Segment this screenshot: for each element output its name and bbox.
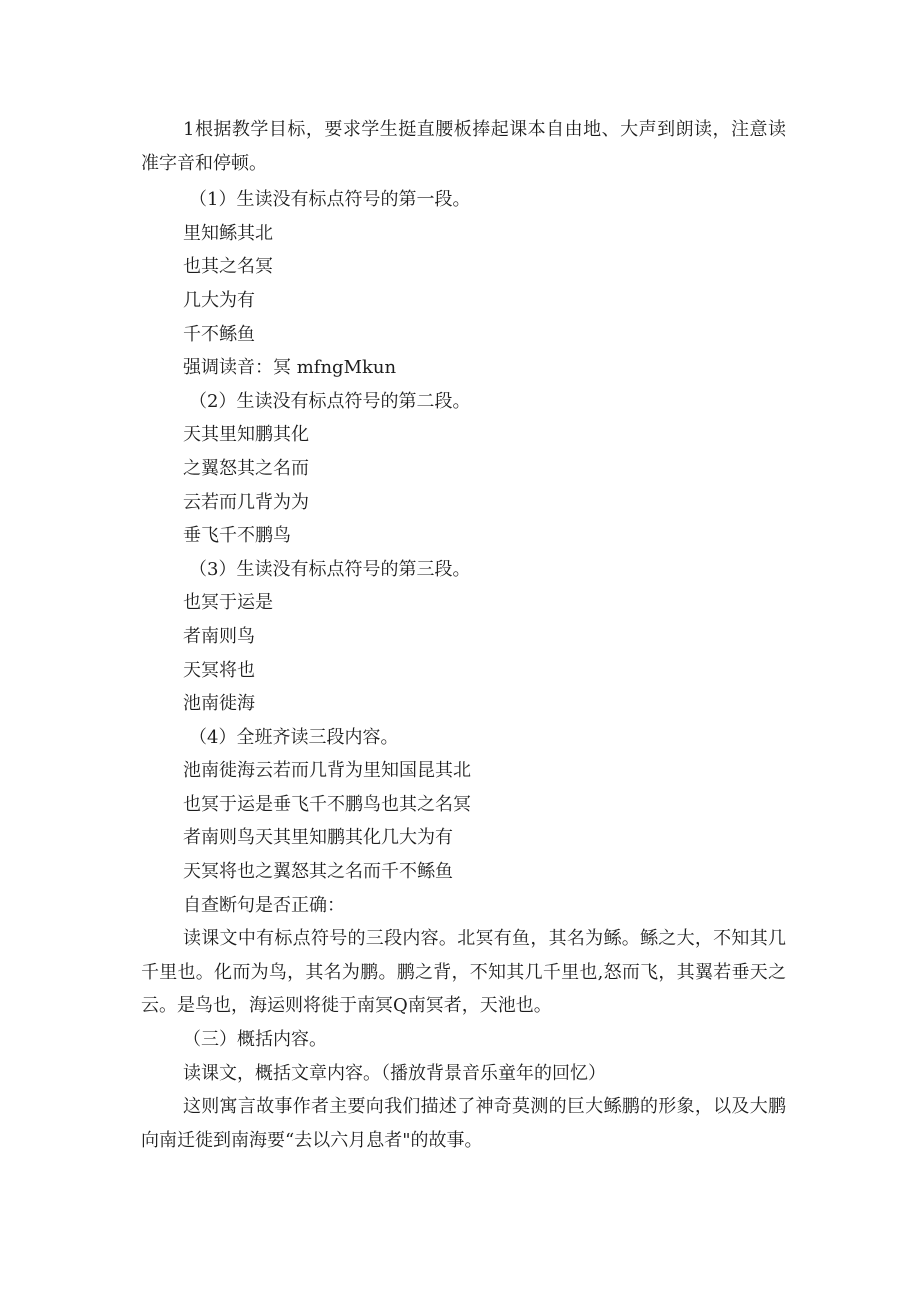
section-1-line-1: 里知鲧其北 bbox=[183, 222, 273, 244]
section-3-line-4: 池南徙海 bbox=[183, 693, 255, 715]
section-2-line-4: 垂飞千不鹏鸟 bbox=[183, 525, 291, 547]
pronunciation-note: 强调读音：冥 mfngMkun bbox=[183, 357, 397, 379]
section-1-line-4: 千不鲧鱼 bbox=[183, 323, 255, 345]
intro-paragraph: 1根据教学目标，要求学生挺直腰板捧起课本自由地、大声到朗读，注意读准字音和停顿。 bbox=[141, 119, 786, 174]
section-1-line-3: 几大为有 bbox=[183, 289, 255, 311]
section-4-line-1: 池南徙海云若而几背为里知国昆其北 bbox=[183, 760, 471, 782]
section-3-line-2: 者南则鸟 bbox=[183, 625, 255, 647]
section-1-line-2: 也其之名冥 bbox=[183, 256, 273, 278]
section-4-heading: （4）全班齐读三段内容。 bbox=[189, 726, 399, 748]
section-3-heading: （3）生读没有标点符号的第三段。 bbox=[189, 558, 471, 580]
summary-heading: （三）概括内容。 bbox=[183, 1029, 327, 1051]
section-4-line-4: 天冥将也之翼怒其之名而千不鲧鱼 bbox=[183, 861, 453, 883]
section-4-line-2: 也冥于运是垂飞千不鹏鸟也其之名冥 bbox=[183, 793, 471, 815]
self-check-line: 自查断句是否正确： bbox=[183, 894, 345, 916]
section-1-heading: （1）生读没有标点符号的第一段。 bbox=[189, 189, 471, 211]
summary-paragraph: 这则寓言故事作者主要向我们描述了神奇莫测的巨大鲧鹏的形象，以及大鹏向南迁徙到南海要“去以六月息者"的故事。 bbox=[141, 1096, 786, 1151]
section-3-line-3: 天冥将也 bbox=[183, 659, 255, 681]
section-3-line-1: 也冥于运是 bbox=[183, 592, 273, 614]
document-body bbox=[141, 113, 786, 1157]
reading-paragraph: 读课文中有标点符号的三段内容。北冥有鱼，其名为鲧。鲧之大，不知其几千里也。化而为鸟，其名为鹏。鹏之背，不知其几千里也,怒而飞，其翼若垂天之云。是鸟也，海运则将徙于南冥Q南冥者，天池也。 bbox=[141, 928, 786, 1017]
section-2-line-2: 之翼怒其之名而 bbox=[183, 457, 309, 479]
section-2-line-3: 云若而几背为为 bbox=[183, 491, 309, 513]
section-4-line-3: 者南则鸟天其里知鹏其化几大为有 bbox=[183, 827, 453, 849]
summary-instruction: 读课文，概括文章内容。（播放背景音乐童年的回忆） bbox=[183, 1062, 606, 1084]
section-2-heading: （2）生读没有标点符号的第二段。 bbox=[189, 390, 471, 412]
section-2-line-1: 天其里知鹏其化 bbox=[183, 424, 309, 446]
